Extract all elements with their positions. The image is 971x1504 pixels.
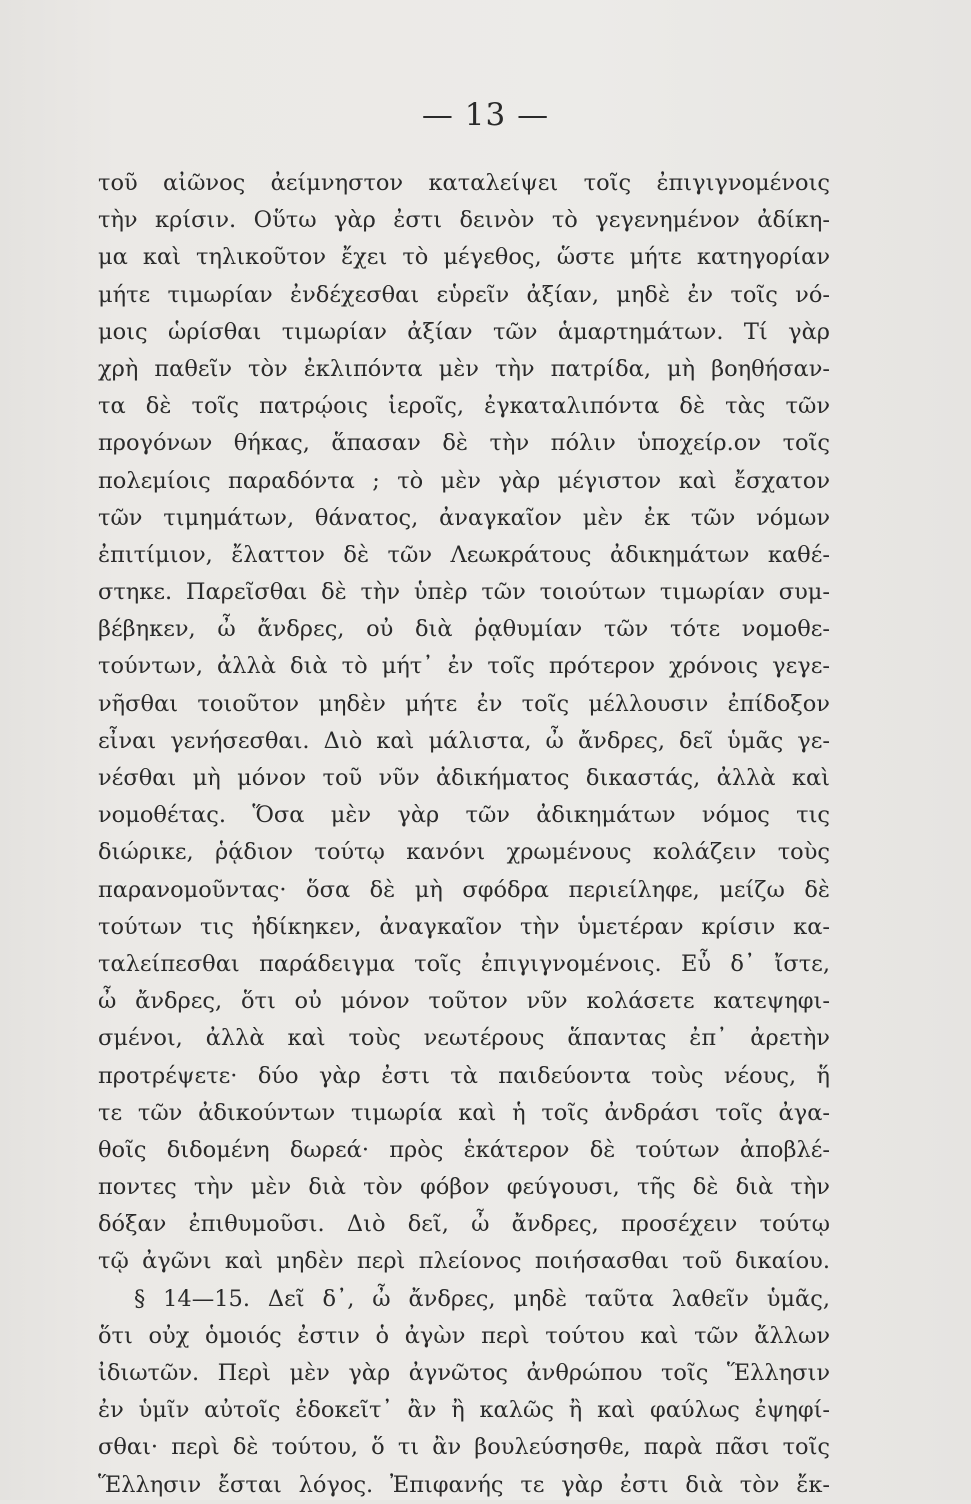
text-line: τούντων, ἀλλὰ διὰ τὸ μήτ᾽ ἐν τοῖς πρότερον χρόνοις γεγε- [98,653,830,680]
text-line: ἐπιτίμιον, ἔλαττον δὲ τῶν Λεωκράτους ἀδικημάτων καθέ- [98,541,830,568]
text-line: τα δὲ τοῖς πατρῴοις ἱεροῖς, ἐγκαταλιπόντα δὲ τὰς τῶν [98,393,830,420]
text-line: βέβηκεν, ὦ ἄνδρες, οὐ διὰ ῥᾳθυμίαν τῶν τότε νομοθε- [98,616,830,643]
text-line: σμένοι, ἀλλὰ καὶ τοὺς νεωτέρους ἅπαντας ἐπ᾽ ἀρετὴν [98,1025,830,1052]
text-line: τε τῶν ἀδικούντων τιμωρία καὶ ἡ τοῖς ἀνδράσι τοῖς ἀγα- [98,1099,830,1126]
text-line: ταλείπεσθαι παράδειγμα τοῖς ἐπιγιγνομένοις. Εὖ δ᾽ ἴστε, [98,950,830,977]
text-line: πολεμίοις παραδόντα ; τὸ μὲν γὰρ μέγιστον καὶ ἔσχατον [98,467,830,494]
text-line: προγόνων θήκας, ἅπασαν δὲ τὴν πόλιν ὑποχείρ.ον τοῖς [98,430,830,457]
page-number: — 13 — [421,97,550,133]
text-line: ὦ ἄνδρες, ὅτι οὐ μόνον τοῦτον νῦν κολάσετε κατεψηφι- [98,988,830,1015]
text-line: προτρέψετε· δύο γὰρ ἐστι τὰ παιδεύοντα τοὺς νέους, ἥ [98,1062,830,1089]
text-line: μοις ὡρίσθαι τιμωρίαν ἀξίαν τῶν ἁμαρτημάτων. Τί γὰρ [98,318,830,345]
text-line: παρανομοῦντας· ὅσα δὲ μὴ σφόδρα περιείληφε, μείζω δὲ [98,876,830,903]
text-line: μήτε τιμωρίαν ἐνδέχεσθαι εὑρεῖν ἀξίαν, μηδὲ ἐν τοῖς νό- [98,281,830,308]
text-line: τῶν τιμημάτων, θάνατος, ἀναγκαῖον μὲν ἐκ τῶν νόμων [98,504,830,531]
body-text [98,165,830,1504]
text-line: ἐν ὑμῖν αὐτοῖς ἐδοκεῖτ᾽ ἂν ἢ καλῶς ἢ καὶ φαύλως ἐψηφί- [98,1397,830,1424]
text-line: ποντες τὴν μὲν διὰ τὸν φόβον φεύγουσι, τῆς δὲ διὰ τὴν [98,1174,830,1201]
text-line: τῷ ἀγῶνι καὶ μηδὲν περὶ πλείονος ποιήσασθαι τοῦ δικαίου. [98,1248,830,1275]
text-line: τὴν κρίσιν. Οὕτω γὰρ ἐστι δεινὸν τὸ γεγενημένον ἀδίκη- [98,207,830,234]
text-line: ἰδιωτῶν. Περὶ μὲν γὰρ ἀγνῶτος ἀνθρώπου τοῖς Ἕλλησιν [98,1360,830,1386]
text-line: τούτων τις ἠδίκηκεν, ἀναγκαῖον τὴν ὑμετέραν κρίσιν κα- [98,913,830,940]
text-line: εἶναι γενήσεσθαι. Διὸ καὶ μάλιστα, ὦ ἄνδρες, δεῖ ὑμᾶς γε- [98,727,830,754]
text-line: θοῖς διδομένη δωρεά· πρὸς ἑκάτερον δὲ τούτων ἀποβλέ- [98,1136,830,1163]
text-line: δόξαν ἐπιθυμοῦσι. Διὸ δεῖ, ὦ ἄνδρες, προσέχειν τούτῳ [98,1211,830,1238]
text-line: Ἕλλησιν ἔσται λόγος. Ἐπιφανής τε γὰρ ἐστι διὰ τὸν ἔκ- [98,1471,830,1498]
text-line: τοῦ αἰῶνος ἀείμνηστον καταλείψει τοῖς ἐπιγιγνομένοις [98,170,830,196]
text-line: στηκε. Παρεῖσθαι δὲ τὴν ὑπὲρ τῶν τοιούτων τιμωρίαν συμ- [98,579,830,606]
text-line: νέσθαι μὴ μόνον τοῦ νῦν ἀδικήματος δικαστάς, ἀλλὰ καὶ [98,765,830,791]
text-line: ὅτι οὐχ ὁμοιός ἐστιν ὁ ἀγὼν περὶ τούτου καὶ τῶν ἄλλων [98,1322,830,1349]
text-line: νομοθέτας. Ὅσα μὲν γὰρ τῶν ἀδικημάτων νόμος τις [98,802,830,829]
section-heading-line: § 14—15. Δεῖ δ᾽, ὦ ἄνδρες, μηδὲ ταῦτα λαθεῖν ὑμᾶς, [134,1285,830,1312]
text-line: νῆσθαι τοιοῦτον μηδὲν μήτε ἐν τοῖς μέλλουσιν ἐπίδοξον [98,690,830,717]
text-line: μα καὶ τηλικοῦτον ἔχει τὸ μέγεθος, ὥστε μήτε κατηγορίαν [98,244,830,271]
text-line: χρὴ παθεῖν τὸν ἐκλιπόντα μὲν τὴν πατρίδα, μὴ βοηθήσαν- [98,355,830,382]
text-line: διώρικε, ῥᾴδιον τούτῳ κανόνι χρωμένους κολάζειν τοὺς [98,839,830,866]
text-line: σθαι· περὶ δὲ τούτου, ὅ τι ἂν βουλεύσησθε, παρὰ πᾶσι τοῖς [98,1434,830,1461]
